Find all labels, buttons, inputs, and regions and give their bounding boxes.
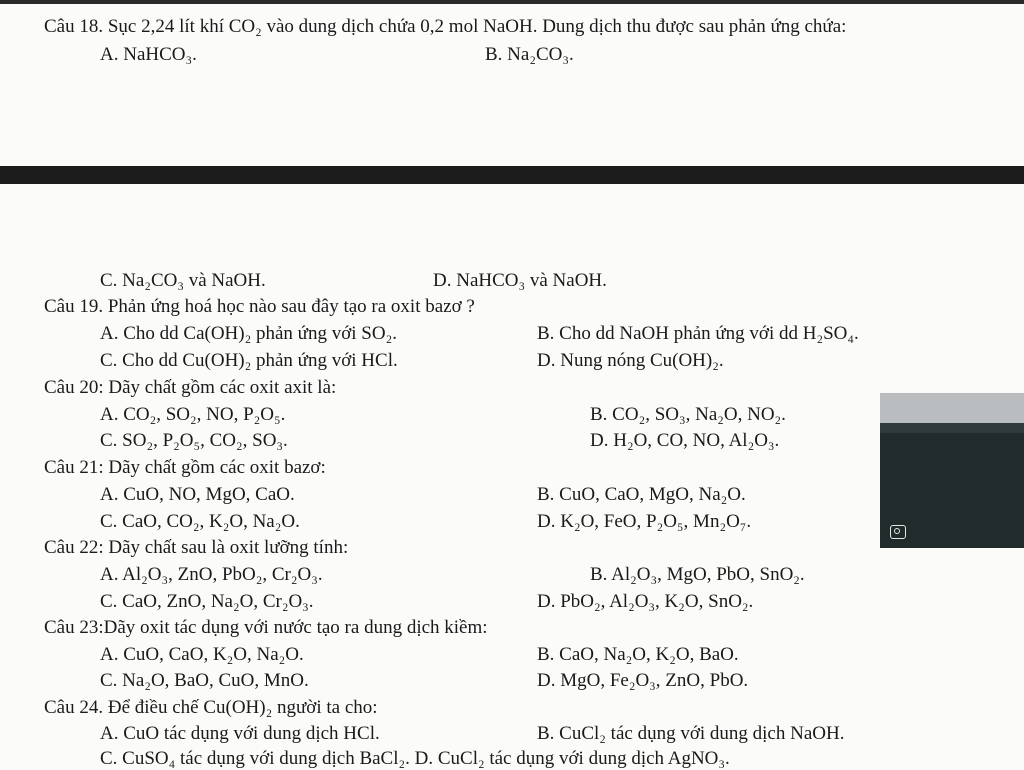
question-23-option-a: A. CuO, CaO, K₂O, Na₂O. xyxy=(100,644,304,665)
question-21-option-b: B. CuO, CaO, MgO, Na₂O. xyxy=(537,484,746,505)
question-23-option-c: C. Na₂O, BaO, CuO, MnO. xyxy=(100,670,309,691)
question-18-option-d: D. NaHCO₃ và NaOH. xyxy=(433,270,607,291)
question-22-option-c: C. CaO, ZnO, Na₂O, Cr₂O₃. xyxy=(100,591,314,612)
question-23-option-d: D. MgO, Fe₂O₃, ZnO, PbO. xyxy=(537,670,749,691)
question-20-option-b: B. CO₂, SO₃, Na₂O, NO₂. xyxy=(590,404,786,425)
question-21-stem: Câu 21: Dãy chất gồm các oxit bazơ: xyxy=(44,457,326,478)
question-22-option-a: A. Al₂O₃, ZnO, PbO₂, Cr₂O₃. xyxy=(100,564,323,585)
question-22-stem: Câu 22: Dãy chất sau là oxit lưỡng tính: xyxy=(44,537,349,558)
video-overlay[interactable] xyxy=(880,393,1024,548)
question-19-option-d: D. Nung nóng Cu(OH)₂. xyxy=(537,350,724,371)
question-19-option-b: B. Cho dd NaOH phản ứng với dd H₂SO₄. xyxy=(537,323,859,344)
question-24-option-a: A. CuO tác dụng với dung dịch HCl. xyxy=(100,723,380,744)
question-20-option-c: C. SO₂, P₂O₅, CO₂, SO₃. xyxy=(100,430,288,451)
question-23-stem: Câu 23:Dãy oxit tác dụng với nước tạo ra dung dịch kiềm: xyxy=(44,617,488,638)
video-overlay-header xyxy=(880,393,1024,423)
question-21-option-a: A. CuO, NO, MgO, CaO. xyxy=(100,484,295,505)
question-22-option-d: D. PbO₂, Al₂O₃, K₂O, SnO₂. xyxy=(537,591,754,612)
question-18-option-b: B. Na₂CO₃. xyxy=(485,44,574,65)
question-20-option-d: D. H₂O, CO, NO, Al₂O₃. xyxy=(590,430,780,451)
question-19-stem: Câu 19. Phản ứng hoá học nào sau đây tạo ra oxit bazơ ? xyxy=(44,296,475,317)
question-21-option-d: D. K₂O, FeO, P₂O₅, Mn₂O₇. xyxy=(537,511,752,532)
top-edge-bar xyxy=(0,0,1024,4)
page-break-divider xyxy=(0,166,1024,184)
video-overlay-stripe xyxy=(880,423,1024,433)
question-18-stem: Câu 18. Sục 2,24 lít khí CO₂ vào dung dịch chứa 0,2 mol NaOH. Dung dịch thu được sau phản ứng chứa: xyxy=(44,16,847,37)
question-24-option-b: B. CuCl₂ tác dụng với dung dịch NaOH. xyxy=(537,723,845,744)
question-19-option-a: A. Cho dd Ca(OH)₂ phản ứng với SO₂. xyxy=(100,323,397,344)
question-24-options-c-d: C. CuSO₄ tác dụng với dung dịch BaCl₂. D. CuCl₂ tác dụng với dung dịch AgNO₃. xyxy=(100,748,730,769)
question-24-stem: Câu 24. Để điều chế Cu(OH)₂ người ta cho: xyxy=(44,697,378,718)
question-20-stem: Câu 20: Dãy chất gồm các oxit axit là: xyxy=(44,377,337,398)
question-22-option-b: B. Al₂O₃, MgO, PbO, SnO₂. xyxy=(590,564,805,585)
question-20-option-a: A. CO₂, SO₂, NO, P₂O₅. xyxy=(100,404,286,425)
question-23-option-b: B. CaO, Na₂O, K₂O, BaO. xyxy=(537,644,739,665)
question-21-option-c: C. CaO, CO₂, K₂O, Na₂O. xyxy=(100,511,300,532)
person-icon[interactable] xyxy=(890,525,906,539)
question-18-option-c: C. Na₂CO₃ và NaOH. xyxy=(100,270,266,291)
question-18-option-a: A. NaHCO₃. xyxy=(100,44,197,65)
question-19-option-c: C. Cho dd Cu(OH)₂ phản ứng với HCl. xyxy=(100,350,398,371)
